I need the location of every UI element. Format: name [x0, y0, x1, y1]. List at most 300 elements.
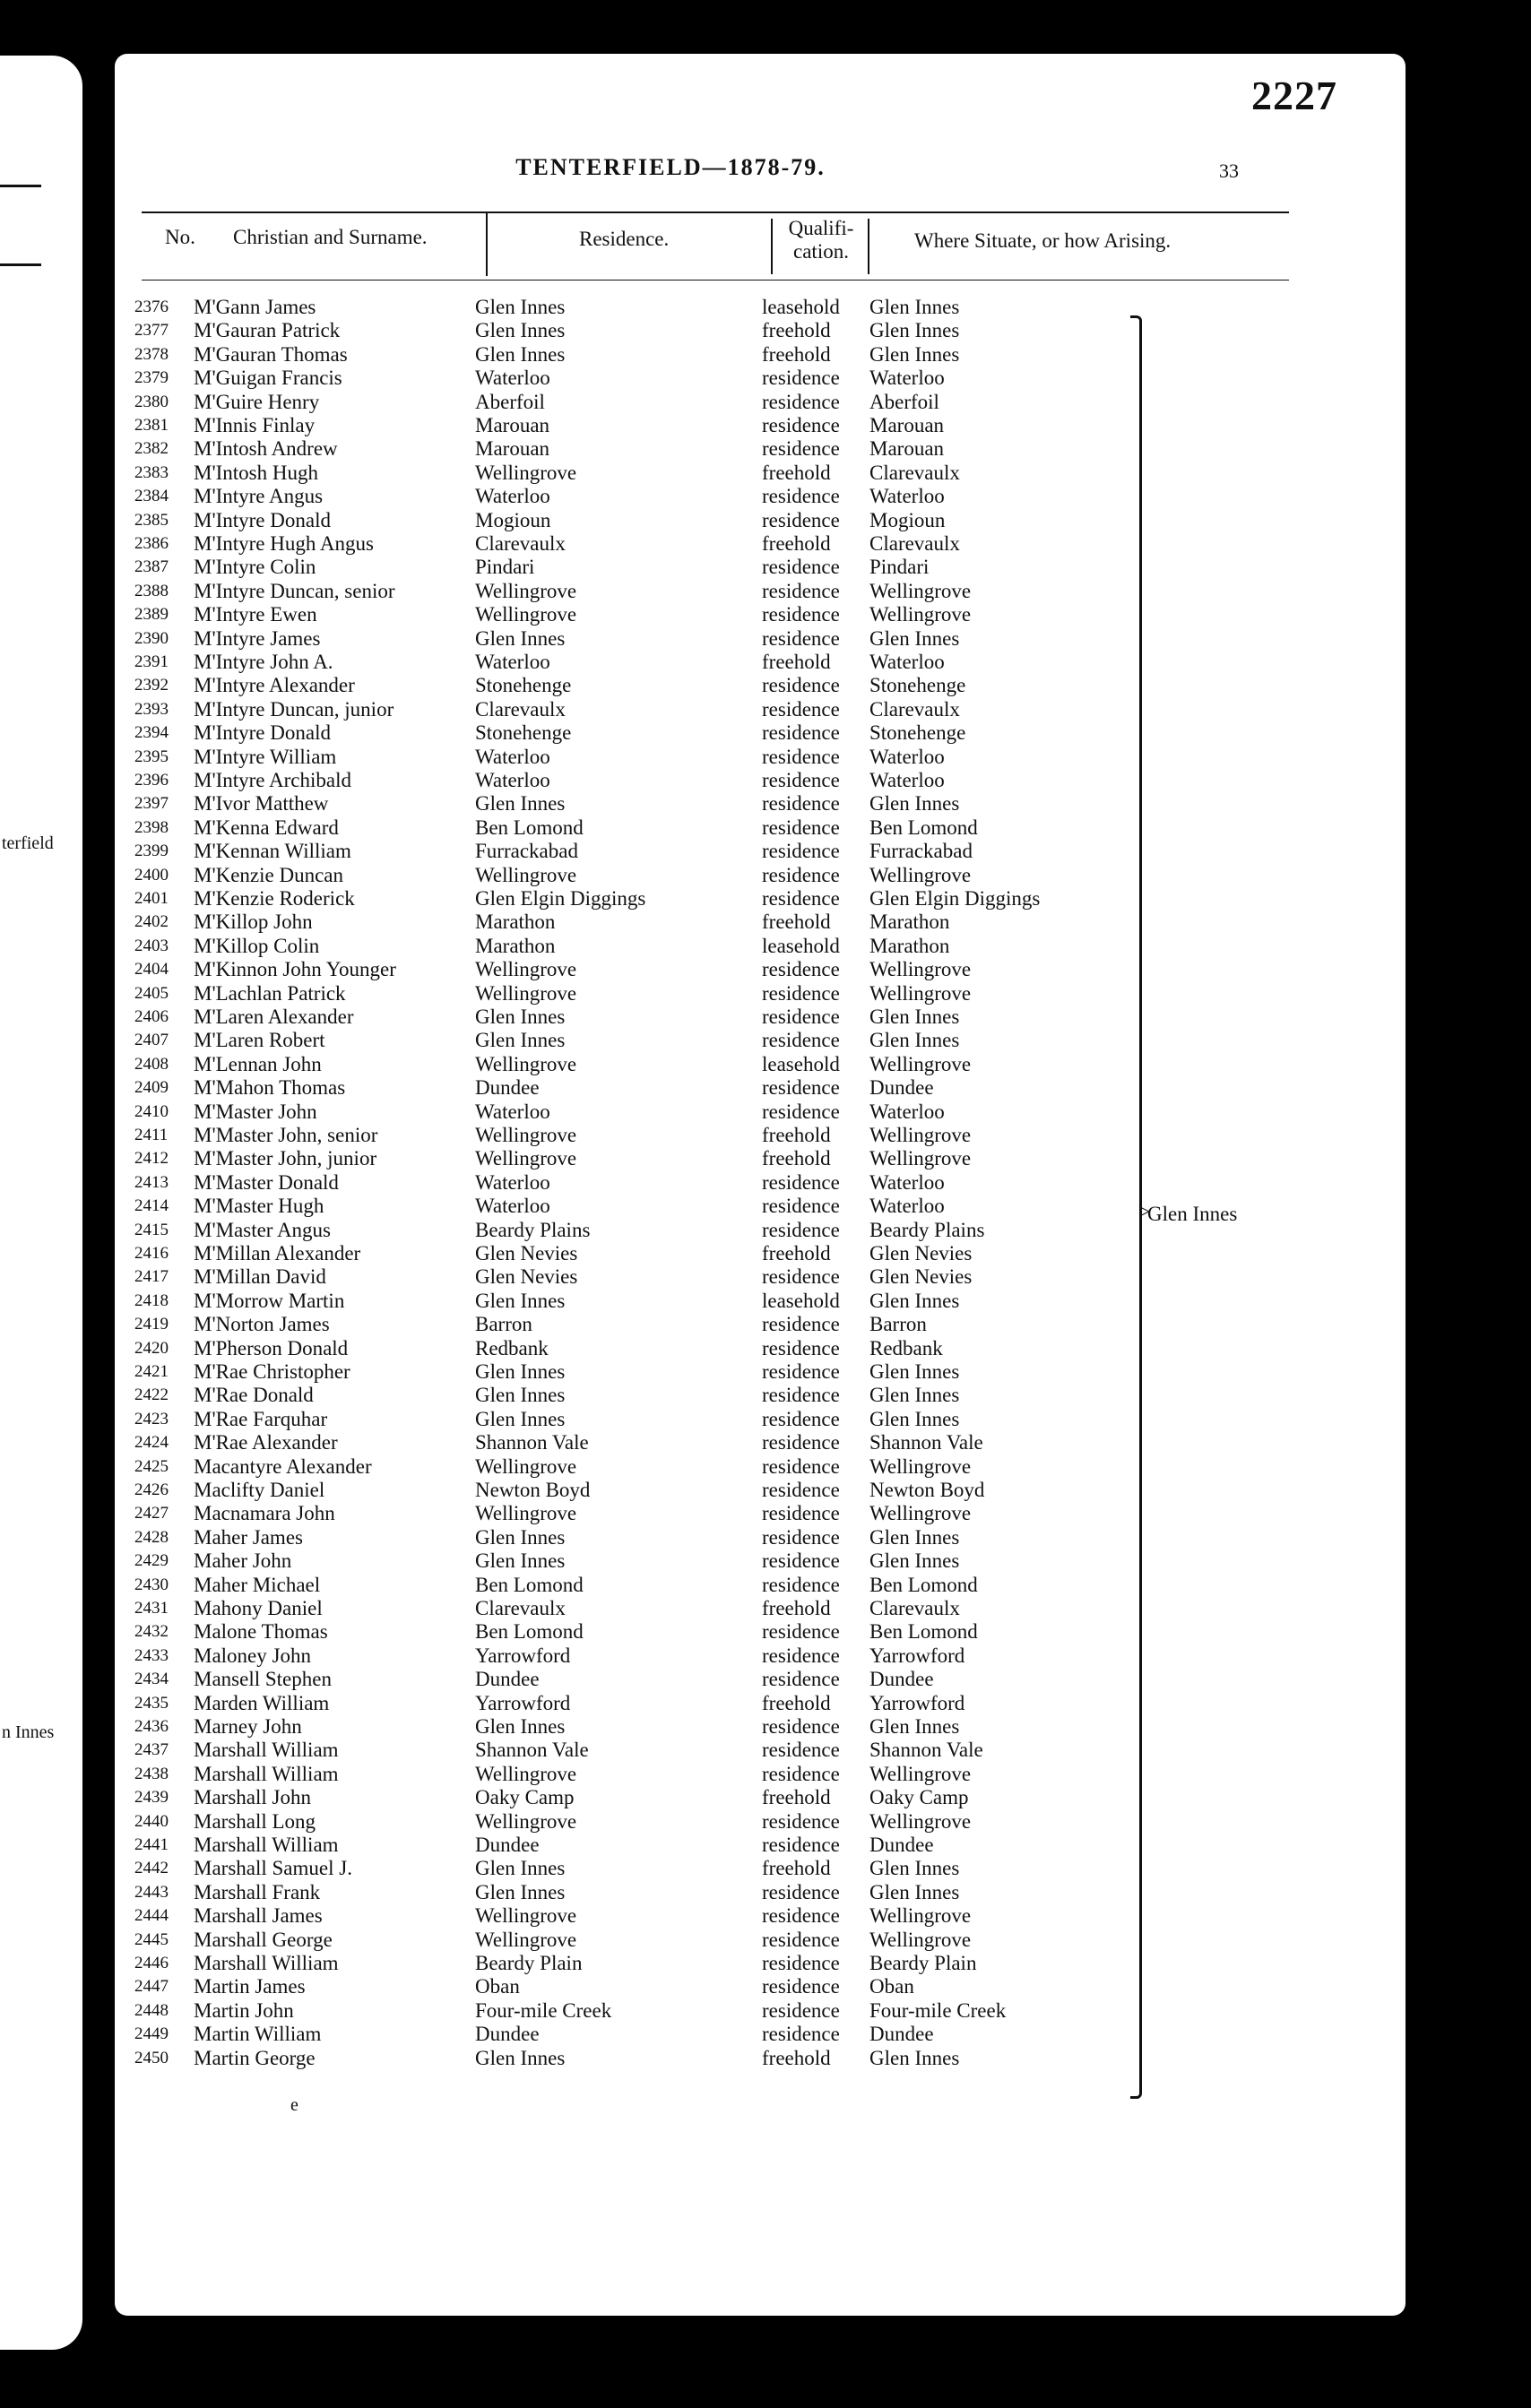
header-top-rule	[142, 211, 1289, 213]
cell-no: 2379	[134, 368, 169, 388]
table-row	[115, 1574, 1406, 1597]
table-row	[115, 1715, 1406, 1739]
left-page-rule	[0, 185, 41, 187]
cell-where: Dundee	[869, 2023, 934, 2046]
cell-qualification: freehold	[762, 342, 831, 366]
cell-residence: Waterloo	[475, 745, 550, 768]
cell-no: 2405	[134, 983, 169, 1003]
cell-name: Malone Thomas	[194, 1620, 328, 1644]
left-page-fragment: n Innes	[2, 1722, 55, 1742]
cell-name: Martin John	[194, 1998, 294, 2022]
cell-where: Glen Innes	[869, 1880, 960, 1903]
cell-qualification: residence	[762, 981, 840, 1005]
brace-point: >	[1138, 1201, 1151, 1224]
cell-where: Oaky Camp	[869, 1786, 969, 1809]
cell-name: M'Intyre Donald	[194, 721, 331, 745]
cell-where: Waterloo	[869, 1195, 945, 1218]
cell-qualification: residence	[762, 626, 840, 650]
cell-name: M'Master Angus	[194, 1218, 332, 1241]
cell-name: M'Lennan John	[194, 1052, 322, 1075]
table-row	[115, 1431, 1406, 1454]
cell-qualification: residence	[762, 863, 840, 886]
cell-name: M'Laren Alexander	[194, 1005, 354, 1028]
table-row	[115, 1076, 1406, 1100]
cell-where: Waterloo	[869, 485, 945, 508]
cell-residence: Glen Innes	[475, 1360, 566, 1383]
table-row	[115, 698, 1406, 721]
cell-no: 2432	[134, 1622, 169, 1642]
cell-where: Mogioun	[869, 508, 946, 531]
cell-residence: Glen Innes	[475, 1525, 566, 1549]
left-page-edge	[0, 56, 82, 2350]
cell-name: M'Intosh Hugh	[194, 461, 318, 484]
table-row	[115, 1881, 1406, 1904]
cell-no: 2422	[134, 1385, 169, 1405]
table-row	[115, 840, 1406, 863]
cell-where: Clarevaulx	[869, 532, 960, 555]
cell-name: M'Gauran Patrick	[194, 319, 341, 342]
table-row	[115, 509, 1406, 532]
table-row	[115, 1620, 1406, 1644]
signature-mark: e	[290, 2095, 298, 2115]
cell-where: Clarevaulx	[869, 461, 960, 484]
cell-no: 2384	[134, 487, 169, 506]
cell-qualification: residence	[762, 556, 840, 579]
cell-name: M'Intyre Colin	[194, 556, 316, 579]
cell-residence: Wellingrove	[475, 603, 577, 626]
cell-no: 2390	[134, 628, 169, 648]
cell-no: 2415	[134, 1220, 169, 1239]
table-row	[115, 864, 1406, 887]
cell-where: Glen Innes	[869, 319, 960, 342]
cell-no: 2385	[134, 510, 169, 530]
cell-where: Wellingrove	[869, 863, 972, 886]
cell-no: 2421	[134, 1362, 169, 1381]
cell-residence: Waterloo	[475, 485, 550, 508]
cell-name: M'Rae Christopher	[194, 1360, 350, 1383]
table-row	[115, 1904, 1406, 1928]
table-row	[115, 1644, 1406, 1668]
cell-qualification: residence	[762, 1834, 840, 1856]
cell-name: Marshall George	[194, 1928, 333, 1951]
cell-residence: Glen Innes	[475, 1549, 566, 1573]
cell-qualification: residence	[762, 745, 840, 768]
cell-residence: Waterloo	[475, 1170, 550, 1194]
table-row	[115, 1171, 1406, 1195]
cell-where: Waterloo	[869, 1170, 945, 1194]
cell-where: Wellingrove	[869, 1124, 972, 1146]
cell-where: Glen Innes	[869, 1289, 960, 1312]
cell-name: M'Kenna Edward	[194, 816, 339, 839]
cell-qualification: freehold	[762, 1857, 831, 1880]
cell-qualification: leasehold	[762, 296, 840, 318]
cell-no: 2446	[134, 1954, 169, 1972]
cell-where: Wellingrove	[869, 981, 972, 1005]
cell-residence: Glen Innes	[475, 1029, 566, 1052]
cell-residence: Wellingrove	[475, 1762, 577, 1785]
cell-where: Wellingrove	[869, 1454, 972, 1478]
cell-residence: Redbank	[475, 1336, 549, 1359]
cell-residence: Wellingrove	[475, 981, 577, 1005]
table-row	[115, 1455, 1406, 1479]
cell-where: Pindari	[869, 556, 930, 579]
cell-name: M'Rae Donald	[194, 1384, 314, 1407]
cell-residence: Wellingrove	[475, 1502, 577, 1525]
cell-qualification: residence	[762, 1809, 840, 1833]
cell-no: 2450	[134, 2048, 169, 2067]
column-header-qualification	[774, 217, 868, 263]
table-row	[115, 816, 1406, 840]
cell-qualification: leasehold	[762, 1052, 840, 1075]
table-row	[115, 1549, 1406, 1573]
table-row	[115, 1337, 1406, 1360]
cell-where: Glen Innes	[869, 626, 960, 650]
cell-where: Waterloo	[869, 651, 945, 673]
cell-no: 2438	[134, 1764, 169, 1783]
cell-where: Furrackabad	[869, 840, 973, 863]
cell-where: Ben Lomond	[869, 1620, 978, 1644]
cell-no: 2427	[134, 1504, 169, 1523]
table-row	[115, 1834, 1406, 1857]
cell-no: 2434	[134, 1670, 169, 1689]
cell-name: M'Gann James	[194, 296, 316, 318]
table-row	[115, 1265, 1406, 1289]
cell-no: 2429	[134, 1551, 169, 1571]
cell-name: M'Intyre Duncan, senior	[194, 579, 395, 602]
cell-name: M'Kenzie Duncan	[194, 863, 343, 886]
cell-no: 2391	[134, 652, 169, 671]
cell-no: 2383	[134, 462, 169, 482]
cell-where: Beardy Plains	[869, 1218, 985, 1241]
table-row	[115, 1929, 1406, 1952]
cell-qualification: residence	[762, 1384, 840, 1407]
cell-no: 2398	[134, 817, 169, 837]
cell-name: Maclifty Daniel	[194, 1479, 325, 1501]
cell-residence: Dundee	[475, 2023, 540, 2046]
table-row	[115, 2047, 1406, 2070]
cell-name: Mansell Stephen	[194, 1668, 332, 1691]
cell-no: 2376	[134, 298, 169, 316]
cell-no: 2404	[134, 960, 169, 980]
cell-name: Marshall Frank	[194, 1880, 321, 1903]
cell-name: M'Rae Alexander	[194, 1431, 338, 1454]
document-page	[115, 54, 1406, 2316]
cell-no: 2396	[134, 771, 169, 790]
cell-where: Yarrowford	[869, 1644, 965, 1667]
cell-where: Ben Lomond	[869, 1573, 978, 1596]
cell-no: 2445	[134, 1929, 169, 1949]
cell-qualification: residence	[762, 1407, 840, 1430]
cell-qualification: residence	[762, 1715, 840, 1738]
cell-where: Beardy Plain	[869, 1952, 977, 1974]
table-row	[115, 1100, 1406, 1124]
table-row	[115, 556, 1406, 579]
table-row	[115, 1313, 1406, 1336]
cell-where: Clarevaulx	[869, 1597, 960, 1619]
cell-no: 2380	[134, 392, 169, 411]
brace-label: Glen Innes	[1147, 1203, 1238, 1225]
cell-qualification: residence	[762, 769, 840, 791]
table-row	[115, 485, 1406, 508]
cell-where: Dundee	[869, 1834, 934, 1856]
cell-no: 2400	[134, 865, 169, 885]
cell-residence: Beardy Plain	[475, 1952, 583, 1974]
cell-where: Marouan	[869, 437, 945, 461]
cell-where: Glen Innes	[869, 1384, 960, 1407]
cell-where: Marathon	[869, 934, 950, 957]
cell-no: 2447	[134, 1977, 169, 1997]
table-row	[115, 1526, 1406, 1549]
column-header-name: Christian and Surname.	[233, 226, 428, 248]
cell-where: Glen Innes	[869, 1525, 960, 1549]
cell-no: 2378	[134, 344, 169, 364]
table-row	[115, 391, 1406, 414]
cell-no: 2386	[134, 534, 169, 553]
cell-where: Glen Innes	[869, 792, 960, 816]
cell-qualification: freehold	[762, 1691, 831, 1714]
cell-residence: Glen Innes	[475, 1407, 566, 1430]
table-row	[115, 319, 1406, 342]
cell-name: Martin James	[194, 1975, 306, 1998]
table-row	[115, 1739, 1406, 1762]
cell-where: Glen Innes	[869, 296, 960, 318]
table-row	[115, 367, 1406, 390]
table-row	[115, 1502, 1406, 1525]
column-header-qualification-line2: cation.	[793, 240, 849, 263]
cell-where: Glen Innes	[869, 2046, 960, 2069]
table-row	[115, 1975, 1406, 1998]
cell-no: 2431	[134, 1599, 169, 1618]
cell-name: Marshall William	[194, 1952, 339, 1974]
cell-qualification: residence	[762, 603, 840, 626]
cell-name: Marshall William	[194, 1762, 339, 1785]
cell-qualification: freehold	[762, 1786, 831, 1809]
cell-residence: Marouan	[475, 414, 550, 436]
cell-residence: Glen Nevies	[475, 1242, 578, 1264]
cell-name: M'Guire Henry	[194, 390, 320, 413]
cell-residence: Wellingrove	[475, 1928, 577, 1951]
cell-where: Aberfoil	[869, 390, 939, 413]
cell-residence: Clarevaulx	[475, 1597, 566, 1619]
cell-qualification: freehold	[762, 319, 831, 342]
cell-where: Glen Innes	[869, 1549, 960, 1573]
cell-qualification: residence	[762, 1644, 840, 1667]
cell-where: Stonehenge	[869, 674, 966, 697]
cell-qualification: residence	[762, 721, 840, 745]
cell-residence: Wellingrove	[475, 1454, 577, 1478]
cell-qualification: freehold	[762, 461, 831, 484]
cell-residence: Wellingrove	[475, 1904, 577, 1928]
cell-name: Macnamara John	[194, 1502, 335, 1525]
cell-where: Glen Innes	[869, 1360, 960, 1383]
cell-where: Dundee	[869, 1668, 934, 1691]
cell-no: 2430	[134, 1575, 169, 1594]
cell-where: Stonehenge	[869, 721, 966, 745]
cell-where: Wellingrove	[869, 603, 972, 626]
cell-no: 2433	[134, 1645, 169, 1665]
table-row	[115, 1408, 1406, 1431]
cell-name: M'Norton James	[194, 1313, 330, 1336]
table-row	[115, 1242, 1406, 1265]
cell-qualification: freehold	[762, 651, 831, 673]
cell-name: Martin George	[194, 2046, 316, 2069]
cell-residence: Stonehenge	[475, 721, 572, 745]
cell-name: M'Intyre Donald	[194, 508, 331, 531]
cell-qualification: residence	[762, 840, 840, 863]
cell-residence: Wellingrove	[475, 579, 577, 602]
cell-residence: Glen Innes	[475, 626, 566, 650]
cell-name: M'Intyre Hugh Angus	[194, 532, 374, 555]
cell-residence: Beardy Plains	[475, 1218, 591, 1241]
cell-residence: Dundee	[475, 1076, 540, 1100]
table-row	[115, 746, 1406, 769]
table-row	[115, 1005, 1406, 1029]
cell-where: Wellingrove	[869, 1928, 972, 1951]
cell-qualification: freehold	[762, 1242, 831, 1264]
cell-no: 2417	[134, 1267, 169, 1287]
cell-no: 2444	[134, 1906, 169, 1926]
cell-name: M'Pherson Donald	[194, 1336, 349, 1359]
page-number: 33	[1219, 160, 1239, 182]
cell-no: 2413	[134, 1172, 169, 1192]
cell-name: Martin William	[194, 2023, 322, 2046]
cell-no: 2441	[134, 1835, 169, 1854]
cell-name: M'Innis Finlay	[194, 414, 316, 436]
cell-residence: Marathon	[475, 911, 556, 934]
cell-name: Mahony Daniel	[194, 1597, 323, 1619]
table-row	[115, 1124, 1406, 1147]
cell-qualification: residence	[762, 414, 840, 436]
cell-no: 2439	[134, 1788, 169, 1808]
cell-name: Macantyre Alexander	[194, 1454, 372, 1478]
cell-name: Maher Michael	[194, 1573, 321, 1596]
cell-qualification: residence	[762, 1573, 840, 1596]
cell-residence: Yarrowford	[475, 1644, 571, 1667]
cell-residence: Wellingrove	[475, 1124, 577, 1146]
cell-no: 2418	[134, 1290, 169, 1310]
column-divider	[486, 213, 488, 276]
cell-residence: Ben Lomond	[475, 1620, 584, 1644]
cell-where: Wellingrove	[869, 1502, 972, 1525]
cell-qualification: residence	[762, 1998, 840, 2022]
table-row	[115, 1479, 1406, 1502]
cell-name: Maloney John	[194, 1644, 311, 1667]
cell-residence: Wellingrove	[475, 958, 577, 981]
cell-qualification: residence	[762, 1218, 840, 1241]
cell-residence: Oaky Camp	[475, 1786, 575, 1809]
cell-residence: Marouan	[475, 437, 550, 461]
cell-no: 2407	[134, 1031, 169, 1050]
cell-name: M'Millan David	[194, 1265, 326, 1289]
column-header-residence: Residence.	[579, 228, 670, 250]
cell-residence: Glen Innes	[475, 1715, 566, 1738]
cell-where: Glen Innes	[869, 1407, 960, 1430]
cell-where: Newton Boyd	[869, 1479, 985, 1501]
table-row	[115, 343, 1406, 367]
table-row	[115, 1053, 1406, 1076]
cell-qualification: freehold	[762, 1124, 831, 1146]
table-row	[115, 296, 1406, 319]
cell-no: 2449	[134, 2024, 169, 2044]
cell-residence: Waterloo	[475, 367, 550, 390]
table-row	[115, 1999, 1406, 2023]
cell-qualification: residence	[762, 1739, 840, 1762]
cell-qualification: residence	[762, 816, 840, 839]
cell-qualification: residence	[762, 1549, 840, 1573]
page-title: TENTERFIELD—1878-79.	[515, 154, 826, 180]
cell-name: Marshall Long	[194, 1809, 316, 1833]
cell-no: 2408	[134, 1054, 169, 1074]
cell-residence: Wellingrove	[475, 1809, 577, 1833]
cell-qualification: residence	[762, 1762, 840, 1785]
cell-name: M'Lachlan Patrick	[194, 981, 346, 1005]
table-row	[115, 1763, 1406, 1786]
cell-residence: Newton Boyd	[475, 1479, 591, 1501]
cell-qualification: residence	[762, 508, 840, 531]
cell-name: Marshall William	[194, 1739, 339, 1762]
cell-qualification: freehold	[762, 532, 831, 555]
cell-name: M'Intyre William	[194, 745, 337, 768]
cell-where: Clarevaulx	[869, 697, 960, 721]
cell-qualification: freehold	[762, 911, 831, 934]
cell-where: Glen Nevies	[869, 1265, 973, 1289]
cell-qualification: residence	[762, 367, 840, 390]
table-row	[115, 1290, 1406, 1313]
cell-name: M'Guigan Francis	[194, 367, 342, 390]
cell-name: M'Killop Colin	[194, 934, 320, 957]
cell-no: 2416	[134, 1244, 169, 1263]
cell-where: Glen Innes	[869, 1857, 960, 1880]
cell-no: 2397	[134, 794, 169, 814]
cell-residence: Four-mile Creek	[475, 1998, 612, 2022]
cell-qualification: freehold	[762, 1597, 831, 1619]
table-row	[115, 2023, 1406, 2046]
cell-qualification: freehold	[762, 2046, 831, 2069]
cell-where: Marathon	[869, 911, 950, 934]
cell-name: M'Intyre Ewen	[194, 603, 317, 626]
cell-qualification: residence	[762, 437, 840, 461]
cell-qualification: leasehold	[762, 1289, 840, 1312]
cell-no: 2402	[134, 912, 169, 932]
cell-residence: Glen Innes	[475, 296, 566, 318]
cell-residence: Dundee	[475, 1834, 540, 1856]
cell-name: M'Kenzie Roderick	[194, 887, 355, 910]
cell-residence: Waterloo	[475, 1100, 550, 1123]
table-row	[115, 1952, 1406, 1975]
table-row	[115, 1597, 1406, 1620]
cell-no: 2381	[134, 416, 169, 435]
cell-residence: Glen Nevies	[475, 1265, 578, 1289]
header-bottom-rule	[142, 280, 1289, 281]
cell-name: M'Intyre Duncan, junior	[194, 697, 394, 721]
cell-where: Wellingrove	[869, 1809, 972, 1833]
column-header-no: No.	[165, 226, 195, 248]
cell-qualification: residence	[762, 1265, 840, 1289]
cell-where: Wellingrove	[869, 579, 972, 602]
cell-residence: Ben Lomond	[475, 816, 584, 839]
cell-residence: Glen Innes	[475, 1289, 566, 1312]
cell-no: 2395	[134, 747, 169, 766]
table-row	[115, 1360, 1406, 1384]
cell-name: M'Intyre Angus	[194, 485, 324, 508]
cell-qualification: residence	[762, 1076, 840, 1100]
cell-qualification: residence	[762, 1880, 840, 1903]
table-row	[115, 603, 1406, 626]
cell-qualification: residence	[762, 1904, 840, 1928]
cell-where: Wellingrove	[869, 1762, 972, 1785]
column-header-where: Where Situate, or how Arising.	[914, 229, 1172, 252]
cell-name: Marney John	[194, 1715, 302, 1738]
